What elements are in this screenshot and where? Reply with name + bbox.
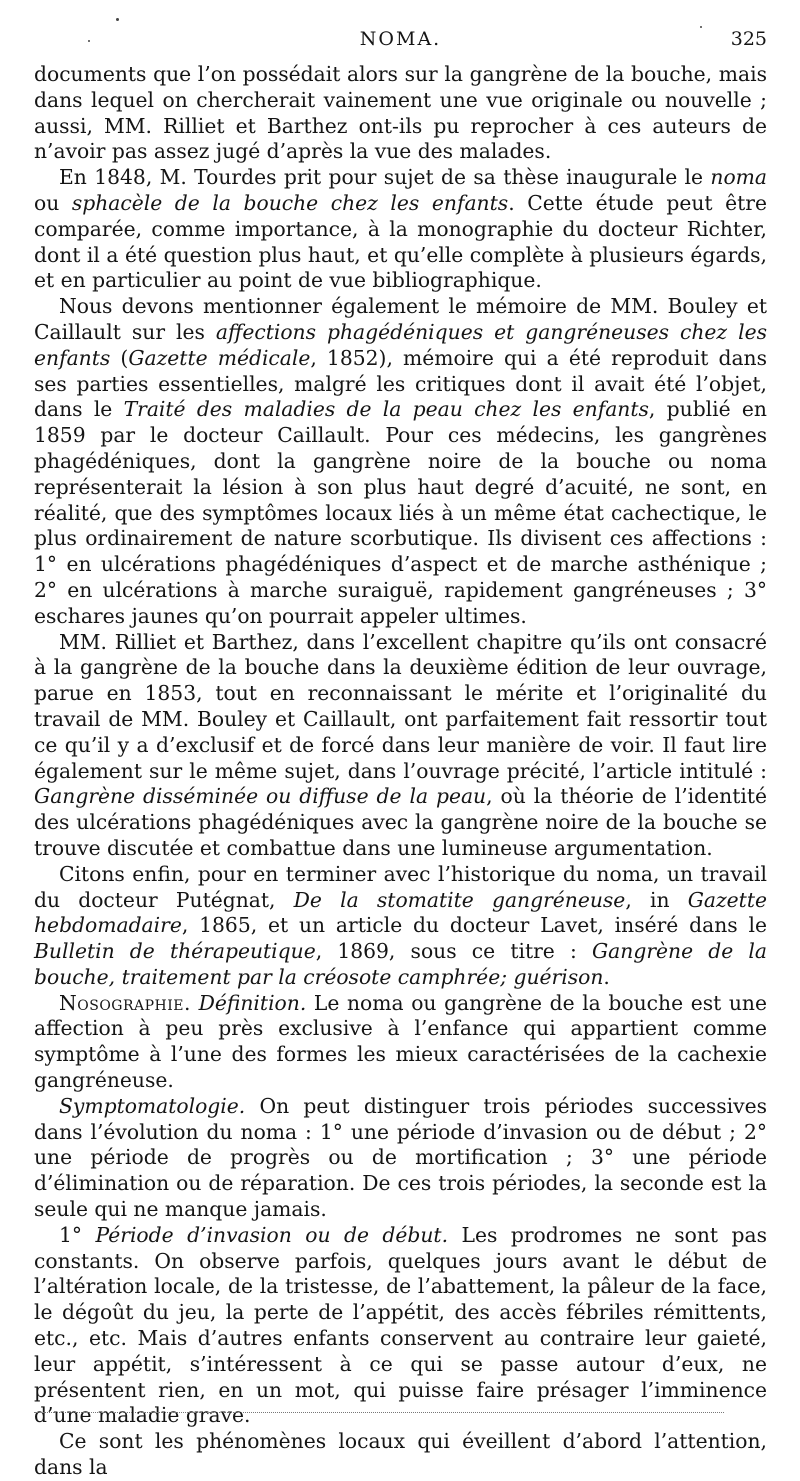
- paragraph-periode-invasion: 1° Période d’invasion ou de début. Les prodromes ne sont pas constants. On observe parfois, quelques jours avant le début de l’altération locale, de la tristesse, de l’abattement, la pâleur de la face, le dégoût du jeu, la perte de l’appétit, des accès fébriles rémittents, etc., etc. Mais d’autres enfants conservent au contraire leur gaieté, leur appétit, s’intéressent à ce qui se passe autour d’eux, ne présentent rien, en un mot, qui puisse faire présager l’imminence d’une maladie grave.: [34, 1222, 768, 1428]
- subheading-definition: Définition.: [198, 990, 307, 1015]
- print-speck: [116, 18, 119, 21]
- paragraph-bouley-caillault: Nous devons mentionner également le mémoire de MM. Bouley et Caillault sur les affections phagédéniques et gangréneuses chez les enfants (Gazette médicale, 1852), mémoire qui a été reproduit dans ses parties essentielles, malgré les critiques dont il avait été l’objet, dans le Traité des maladies de la peau chez les enfants, publié en 1859 par le docteur Caillault. Pour ces médecins, les gangrènes phagédéniques, dont la gangrène noire de la bouche ou noma représenterait la lésion à son plus haut degré d’acuité, ne sont, en réalité, que des symptômes locaux liés à un même état cachectique, le plus ordinairement de nature scorbutique. Ils divisent ces affections : 1° en ulcérations phagédéniques d’aspect et de marche asthénique ; 2° en ulcérations à marche suraiguë, rapidement gangréneuses ; 3° eschares jaunes qu’on pourrait appeler ultimes.: [34, 294, 768, 628]
- paragraph-historique-continuation: documents que l’on possédait alors sur la gangrène de la bouche, mais dans lequel on chercherait vainement une vue originale ou nouvelle ; aussi, MM. Rilliet et Barthez ont-ils pu reprocher à ces auteurs de n’avoir pas assez jugé d’après la vue des malades.: [34, 62, 767, 164]
- subheading-symptomatologie: Symptomatologie.: [59, 1093, 246, 1118]
- running-title: NOMA.: [359, 28, 442, 50]
- paragraph-rilliet-barthez: MM. Rilliet et Barthez, dans l’excellent chapitre qu’ils ont consacré à la gangrène de la bouche dans la deuxième édition de leur ouvrage, parue en 1853, tout en reconnaissant le mérite et l’originalité du travail de MM. Bouley et Caillault, ont parfaitement fait ressortir tout ce qu’il y a d’exclusif et de forcé dans leur manière de voir. Il faut lire également sur le même sujet, dans l’ouvrage précité, l’article intitulé : Gangrène disséminée ou diffuse de la peau, où la théorie de l’identité des ulcérations phagédéniques avec la gangrène noire de la bouche se trouve discutée et combattue dans une lumineuse argumentation.: [34, 629, 767, 860]
- page-number: 325: [730, 28, 767, 50]
- paragraph-tourdes: En 1848, M. Tourdes prit pour sujet de sa thèse inaugurale le noma ou sphacèle de la bouche chez les enfants. Cette étude peut être comparée, comme importance, à la monographie du docteur Richter, dont il a été question plus haut, et qu’elle complète à plusieurs égards, et en particulier au point de vue bibliographique.: [34, 165, 767, 293]
- page-header: [34, 22, 767, 56]
- subheading-periode-invasion: Période d’invasion ou de début.: [95, 1222, 449, 1247]
- paragraph-phenomenes-locaux: Ce sont les phénomènes locaux qui éveillent d’abord l’attention, dans la: [34, 1429, 767, 1480]
- body-text: [34, 62, 767, 1481]
- paragraph-symptomatologie: Symptomatologie. On peut distinguer trois périodes successives dans l’évolution du noma : 1° une période d’invasion ou de début ; 2° une période de progrès ou de mortification ; 3° une période d’élimination ou de réparation. De ces trois périodes, la seconde est la seule qui ne manque jamais.: [34, 1093, 767, 1222]
- section-heading-nosographie: Nosographie.: [59, 990, 191, 1015]
- paragraph-nosographie-definition: Nosographie. Définition. Le noma ou gangrène de la bouche est une affection à peu près exclusive à l’enfance qui appartient comme symptôme à l’une des formes les mieux caractérisées de la cachexie gangréneuse.: [34, 990, 767, 1093]
- paragraph-putegnat-lavet: Citons enfin, pour en terminer avec l’historique du noma, un travail du docteur Putégnat, De la stomatite gangréneuse, in Gazette hebdomadaire, 1865, et un article du docteur Lavet, inséré dans le Bulletin de thérapeutique, 1869, sous ce titre : Gangrène de la bouche, traitement par la créosote camphrée; guérison.: [34, 861, 767, 989]
- footer-rule: [34, 1412, 724, 1413]
